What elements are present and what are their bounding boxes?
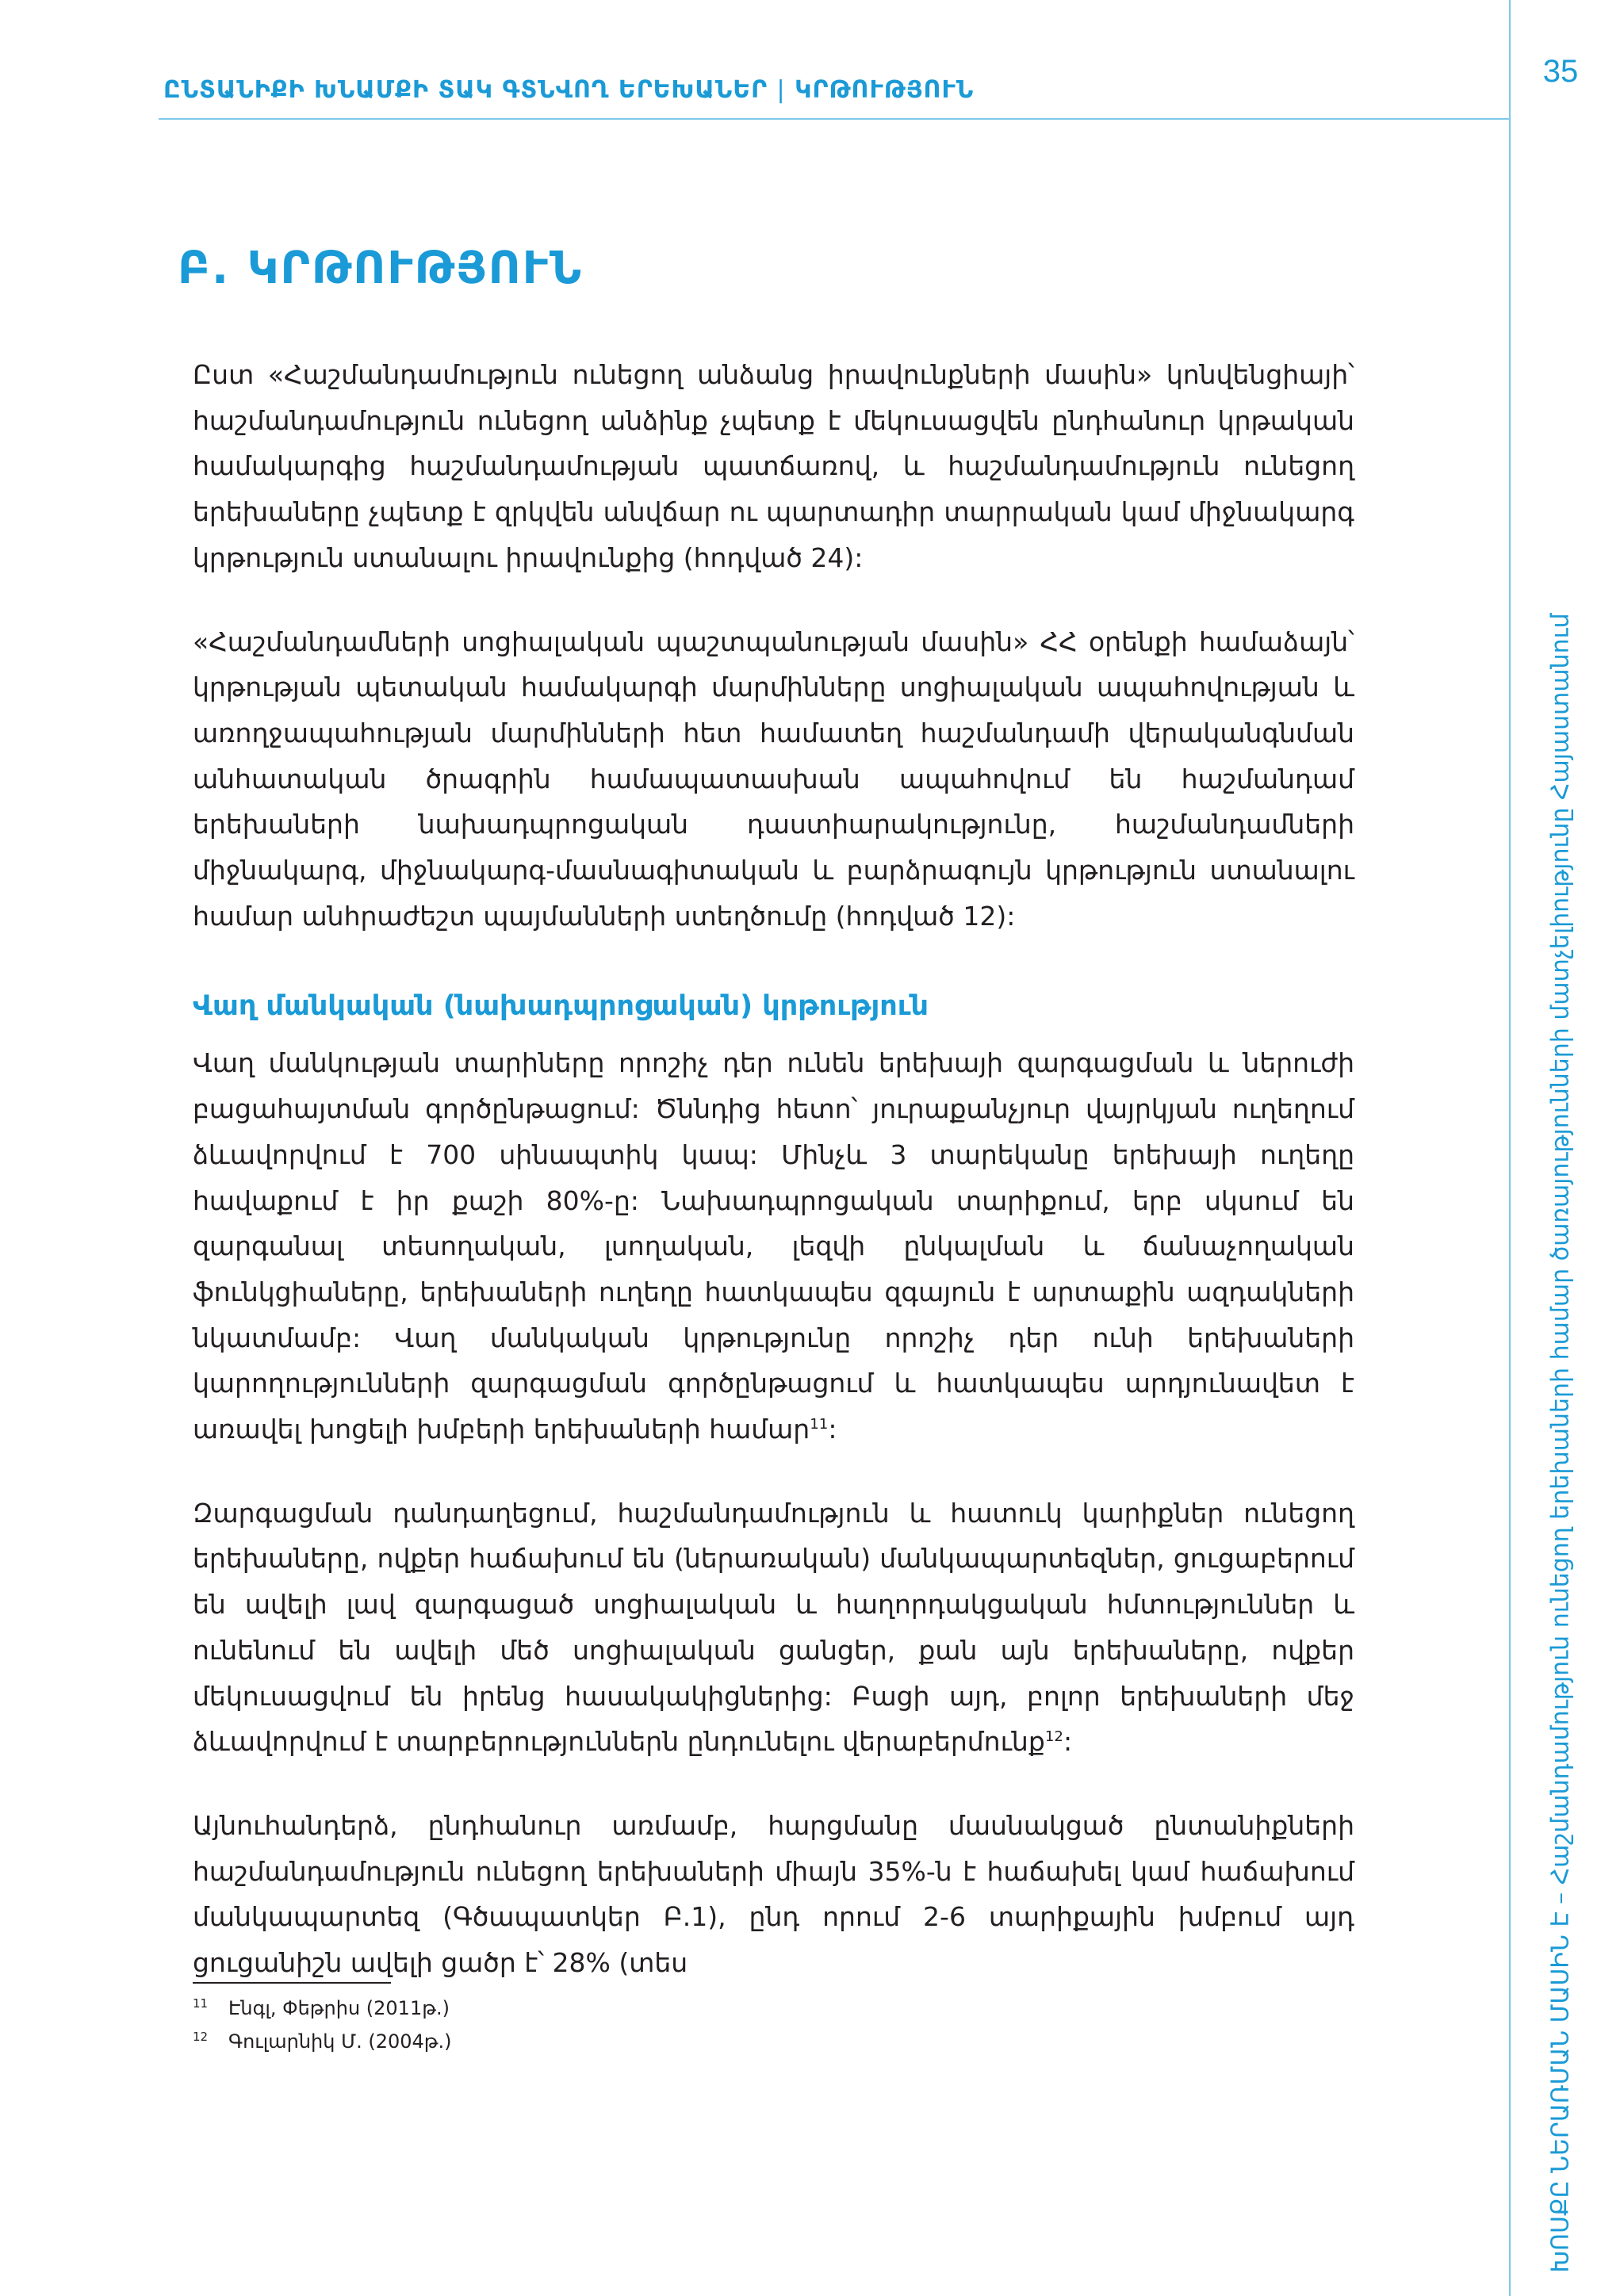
main-content [193, 352, 1354, 1986]
paragraph-early-childhood [193, 1040, 1354, 1452]
page-number: 35 [1542, 54, 1579, 89]
footnote-number: 11 [193, 1996, 209, 2011]
running-header-title: ԸՆՏԱՆԻՔԻ ԽՆԱՄՔԻ ՏԱԿ ԳՏՆՎՈՂ ԵՐԵԽԱՆԵՐ [163, 76, 768, 104]
paragraph-convention: Ըստ «Հաշմանդամություն ունեցող անձանց իրավունքների մասին» կոնվենցիայի՝ հաշմանդամություն ունեցող անձինք չպետք է մեկուսացվեն ընդհանուր կրթական համակարգից հաշմանդամության պատճառով, և հաշմանդամություն ունեցող երեխաները չպետք է զրկվեն անվճար ու պարտադիր տարրական կամ միջնակարգ կրթություն ստանալու իրավունքից (հոդված 24): [193, 359, 1354, 573]
margin-rule [1509, 0, 1511, 2296]
footnote-ref-11[interactable]: 11 [810, 1416, 829, 1433]
paragraph-text: Զարգացման դանդաղեցում, հաշմանդամություն և հատուկ կարիքներ ունեցող երեխաները, ովքեր հաճախում են (ներառական) մանկապարտեզներ, ցուցաբերում են ավելի լավ զարգացած սոցիալական և հաղորդակցական հմտություններ և ունենում են ավելի մեծ սոցիալական ցանցեր, քան այն երեխաները, ովքեր մեկուսացվում են իրենց հասակակիցներից: Բացի այդ, բոլոր երեխաների մեջ ձևավորվում է տարբերություններն ընդունելու վերաբերմունք [193, 1497, 1354, 1758]
paragraph-attendance: Այնուհանդերձ, ընդհանուր առմամբ, հարցմանը մասնակցած ընտանիքների հաշմանդամություն ունեցող երեխաների միայն 35%-ն է հաճախել կամ հաճախում մանկապարտեզ (Գծապատկեր Բ.1), ընդ որում 2-6 տարիքային խմբում այդ ցուցանիշն ավելի ցածր է՝ 28% (տես [193, 1809, 1354, 1979]
footnote-text: Էնգլ, Փեթրիս (2011թ.) [228, 1997, 450, 2019]
footnote-rule [193, 1982, 391, 1984]
paragraph-inclusive-kindergarten [193, 1490, 1354, 1765]
paragraph-end: : [828, 1414, 837, 1445]
footnote-number: 12 [193, 2030, 209, 2044]
header-rule [159, 118, 1511, 120]
running-header-section: ԿՐԹՈՒԹՅՈՒՆ [795, 76, 975, 104]
side-title-text: ԽՈՍՔԸ ՆԵՐԱՌՄԱՆ ՄԱՍԻՆ Է – Հաշմանդամություն ունեցող երեխաների համար ծառայությունների մատչելիությունը Հայաստանում [1546, 613, 1575, 2273]
paragraph-text: Վաղ մանկության տարիները որոշիչ դեր ունեն երեխայի զարգացման և ներուժի բացահայտման գործընթացում: Ծննդից հետո՝ յուրաքանչյուր վայրկյան ուղեղում ձևավորվում է 700 սինապտիկ կապ: Մինչև 3 տարեկանը երեխայի ուղեղը հավաքում է իր քաշի 80%-ը: Նախադպրոցական տարիքում, երբ սկսում են զարգանալ տեսողական, լսողական, լեզվի ընկալման և ճանաչողական ֆունկցիաները, երեխաների ուղեղը հատկապես զգայուն է արտաքին ազդակների նկատմամբ: Վաղ մանկական կրթությունը որոշիչ դեր ունի երեխաների կարողությունների զարգացման գործընթացում և հատկապես արդյունավետ է առավել խոցելի խմբերի երեխաների համար [193, 1047, 1354, 1445]
paragraph-law: «Հաշմանդամների սոցիալական պաշտպանության մասին» ՀՀ օրենքի համաձայն՝ կրթության պետական համակարգի մարմինները սոցիալական ապահովության և առողջապահության մարմինների հետ համատեղ հաշմանդամի վերականգնման անհատական ծրագրին համապատասխան ապահովում են հաշմանդամ երեխաների նախադպրոցական դաստիարակությունը, հաշմանդամների միջնակարգ, միջնակարգ-մասնագիտական և բարձրագույն կրթություն ստանալու համար անհրաժեշտ պայմանների ստեղծումը (հոդված 12): [193, 626, 1354, 932]
footnote-ref-12[interactable]: 12 [1044, 1728, 1063, 1746]
section-heading: Բ. ԿՐԹՈՒԹՅՈՒՆ [178, 243, 583, 294]
subsection-heading: Վաղ մանկական (նախադպրոցական) կրթություն [193, 990, 929, 1023]
paragraph-end: : [1063, 1726, 1073, 1758]
vertical-side-title [1545, 603, 1576, 2283]
footnote-text: Գուլարնիկ Մ. (2004թ.) [228, 2030, 452, 2053]
running-header [163, 76, 974, 104]
running-header-separator: | [776, 76, 786, 104]
